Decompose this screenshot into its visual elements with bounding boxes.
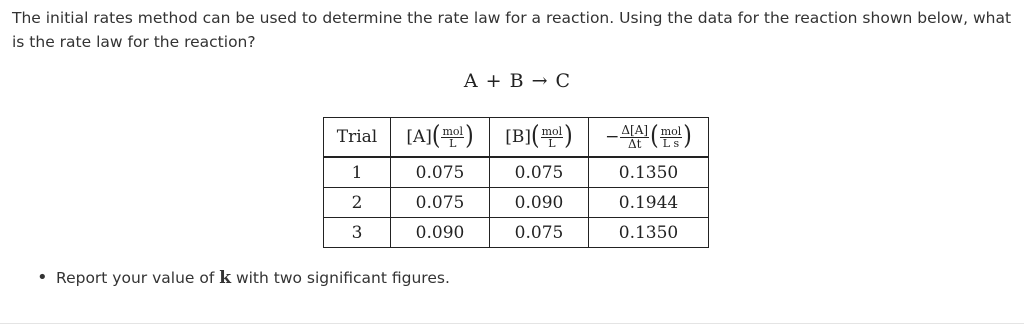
unit-denominator: L s bbox=[662, 136, 680, 150]
header-trial: Trial bbox=[324, 118, 391, 158]
table-row bbox=[324, 218, 709, 248]
rate-constant-symbol: k bbox=[219, 268, 232, 288]
unit-denominator: L bbox=[548, 136, 556, 150]
header-conc-a-label: [A] bbox=[406, 127, 432, 147]
cell-rate: 0.1350 bbox=[589, 218, 709, 248]
rate-minus-sign: − bbox=[605, 127, 620, 147]
rate-data-table bbox=[323, 117, 709, 248]
reaction-equation: A + B → C bbox=[463, 70, 571, 92]
instruction-suffix: with two significant figures. bbox=[231, 269, 450, 287]
close-paren: ) bbox=[564, 121, 573, 152]
list-item bbox=[37, 267, 450, 288]
cell-conc-b: 0.090 bbox=[490, 188, 589, 218]
rate-denominator: Δt bbox=[627, 136, 642, 151]
table-row bbox=[324, 157, 709, 188]
cell-rate: 0.1944 bbox=[589, 188, 709, 218]
cell-rate: 0.1350 bbox=[589, 157, 709, 188]
rate-fraction bbox=[620, 124, 649, 151]
table-row bbox=[324, 188, 709, 218]
divider bbox=[0, 323, 1024, 324]
cell-trial: 2 bbox=[324, 188, 391, 218]
cell-conc-a: 0.090 bbox=[391, 218, 490, 248]
open-paren: ( bbox=[431, 121, 441, 152]
instructions-list bbox=[37, 267, 450, 288]
open-paren: ( bbox=[531, 121, 540, 152]
question-text: The initial rates method can be used to determine the rate law for a reaction. Using the data for the reaction shown below, what is the rate law for the reaction? bbox=[12, 9, 1012, 51]
close-paren: ) bbox=[465, 121, 474, 152]
unit-numerator: mol bbox=[660, 124, 682, 138]
close-paren: ) bbox=[683, 121, 692, 152]
unit-fraction bbox=[541, 126, 564, 149]
unit-fraction bbox=[660, 126, 683, 149]
cell-conc-b: 0.075 bbox=[490, 157, 589, 188]
unit-numerator: mol bbox=[541, 124, 563, 138]
cell-trial: 1 bbox=[324, 157, 391, 188]
table-header-row bbox=[324, 118, 709, 158]
unit-numerator: mol bbox=[442, 124, 464, 138]
header-conc-b-label: [B] bbox=[505, 127, 531, 147]
cell-conc-a: 0.075 bbox=[391, 188, 490, 218]
open-paren: ( bbox=[650, 121, 659, 152]
cell-conc-b: 0.075 bbox=[490, 218, 589, 248]
header-rate bbox=[589, 118, 709, 158]
header-conc-a bbox=[391, 118, 490, 158]
unit-fraction bbox=[441, 126, 464, 149]
header-conc-b bbox=[490, 118, 589, 158]
instruction-prefix: Report your value of bbox=[56, 269, 220, 287]
unit-denominator: L bbox=[449, 136, 457, 150]
cell-trial: 3 bbox=[324, 218, 391, 248]
cell-conc-a: 0.075 bbox=[391, 157, 490, 188]
rate-numerator: Δ[A] bbox=[621, 122, 649, 137]
